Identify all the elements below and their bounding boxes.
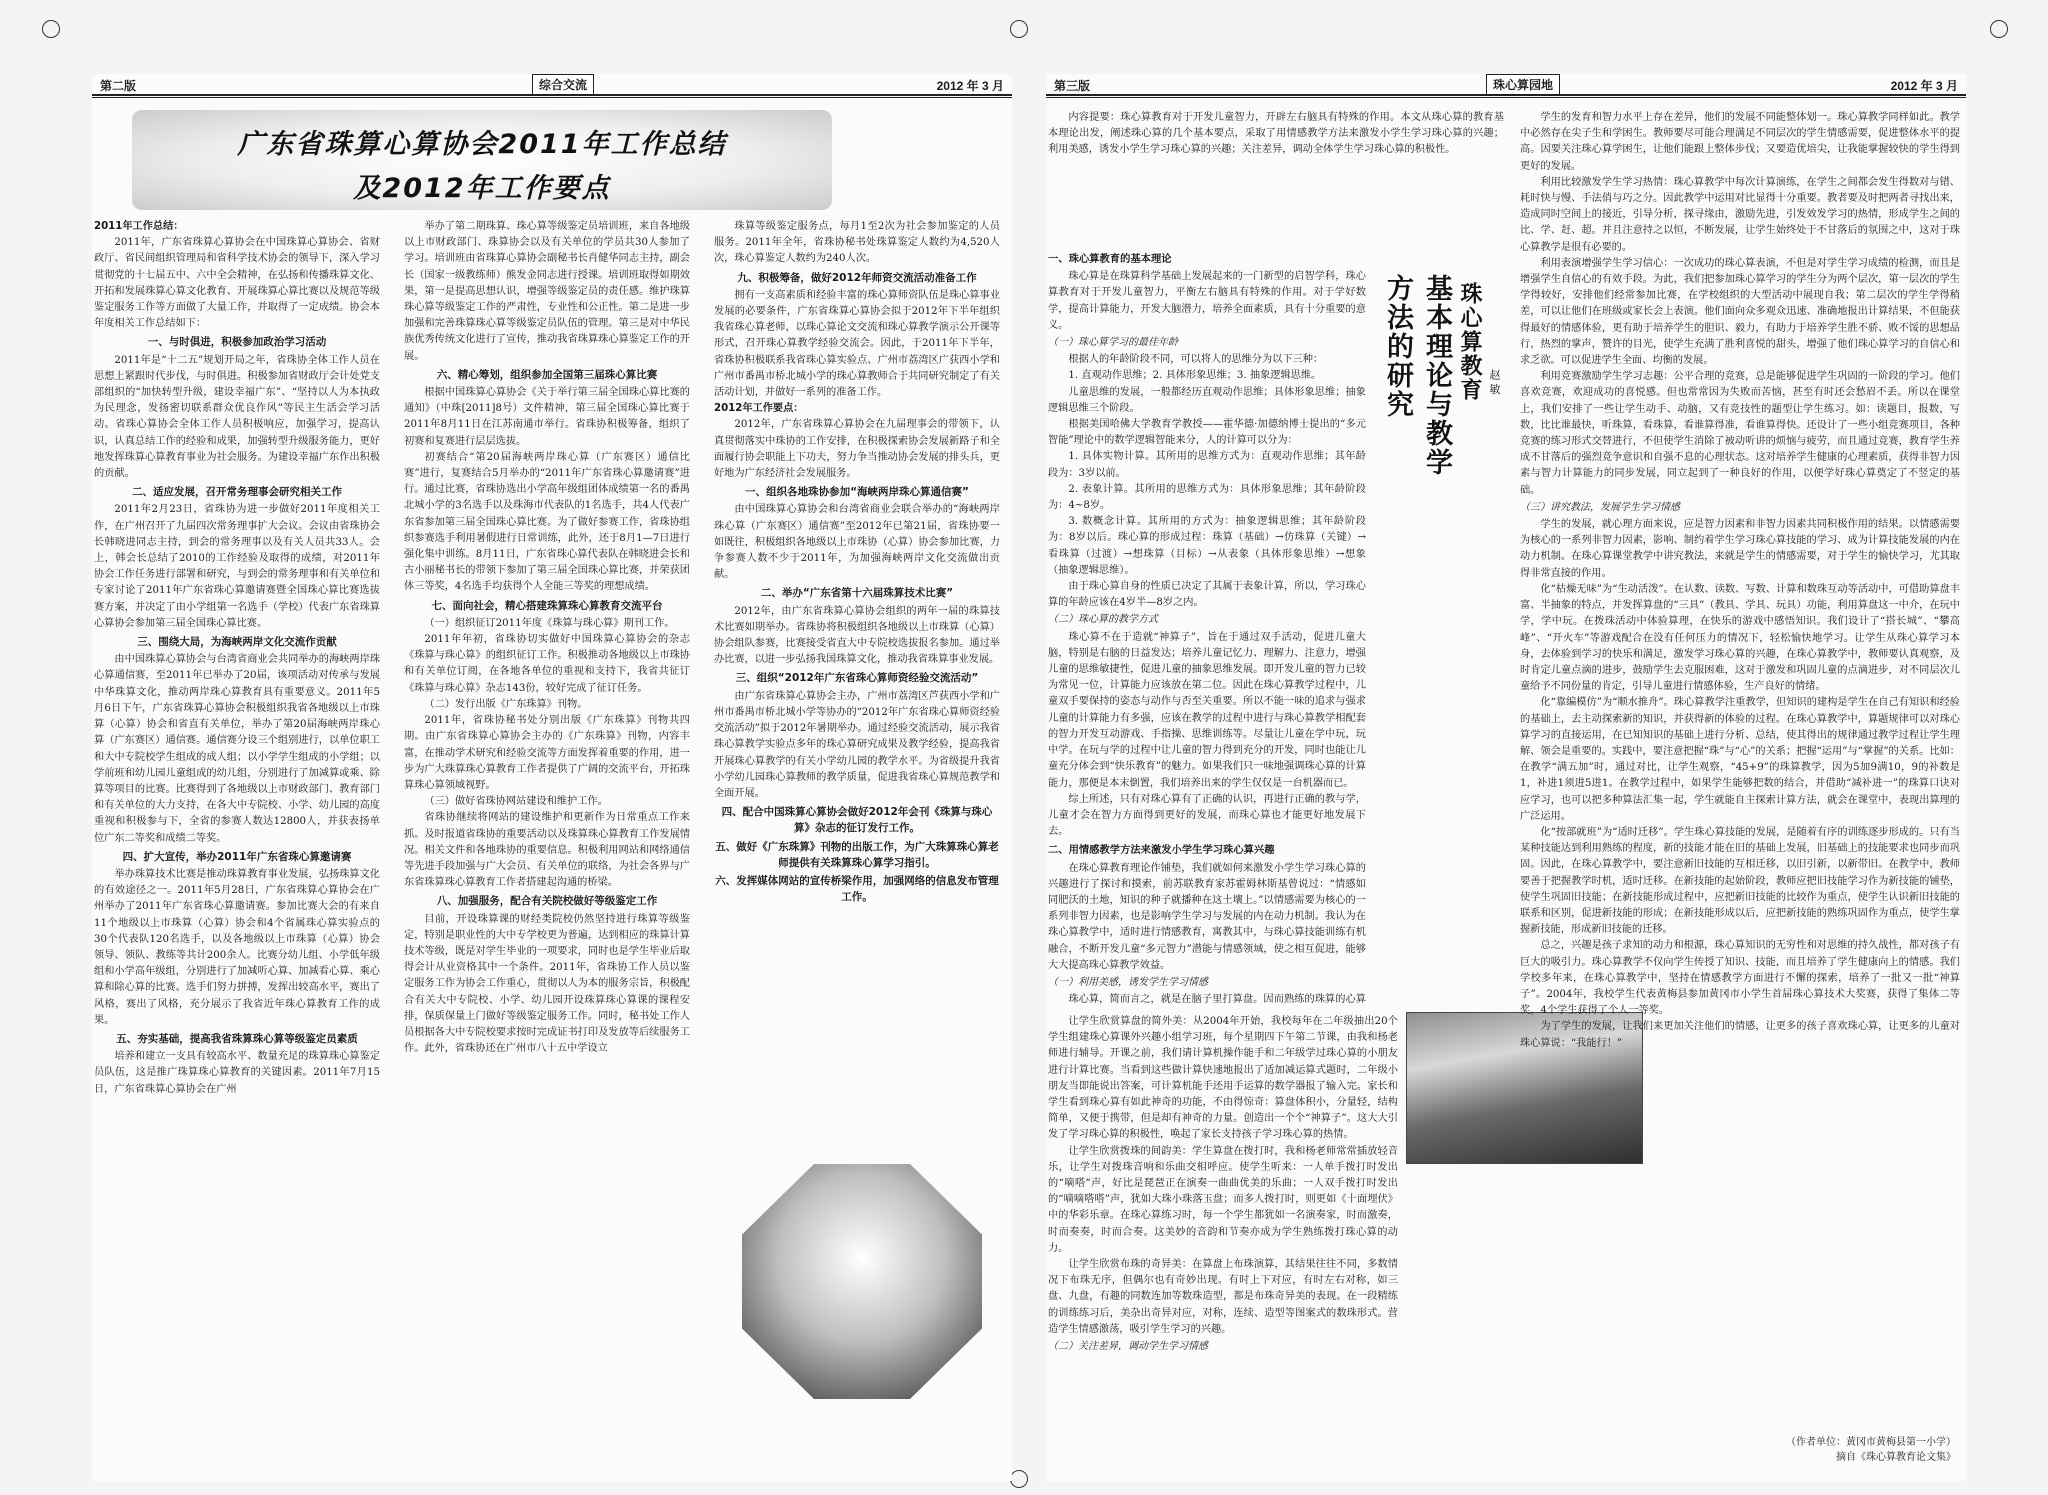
article-column-2 xyxy=(1520,110,1960,1450)
section-heading: 八、加强服务，配合有关院校做好等级鉴定工作 xyxy=(436,895,658,908)
paragraph: 2011年，广东省珠算心算协会在中国珠算心算协会、省财政厅、省民间组织管理局和省科学技术协会的领导下，深入学习贯彻党的十七届五中、六中全会精神，在弘扬和传播珠算文化、开拓和发展珠算心算文化教育、开展珠算心算比赛以及规范等级鉴定服务工作等方面做了大量工作，并取得了一定成绩。协会本年度相关工作总结如下： xyxy=(94,237,380,330)
paragraph: 3. 数概念计算。其所用的方式为：抽象逻辑思维；其年龄阶段为：8岁以后。珠心算的形成过程：珠算（基础）→仿珠算（关键）→看珠算（过渡）→想珠算（目标）→从表象（具体形象思维）→想象（抽象逻辑思维）。 xyxy=(1048,516,1366,576)
registration-mark xyxy=(1990,20,2008,38)
paragraph: 综上所述，只有对珠心算有了正确的认识，再进行正确的教与学，儿童才会在智力方面得到更好的发展，而珠心算也才能更好地发展下去。 xyxy=(1048,793,1366,838)
edition-label: 第三版 xyxy=(1054,79,1091,93)
abstract-text: 内容提要：珠心算教育对于开发儿童智力，开辟左右脑具有特殊的作用。本文从珠心算的教育基本理论出发，阐述珠心算的几个基本要点，采取了用情感教学方法来激发小学生学习珠心算的兴趣；利用美感，诱发小学生学习珠心算的兴趣；关注差异，调动全体学生学习珠心算的积极性。 xyxy=(1048,112,1504,156)
section-heading: 四、配合中国珠算心算协会做好2012年会刊《珠算与珠心算》杂志的征订发行工作。 xyxy=(721,806,993,835)
paragraph: （三）做好省珠协网站建设和维护工作。 xyxy=(424,796,608,808)
paragraph: 化“枯燥无味”为“生动活泼”。在认数、读数、写数、计算和数珠互动等活动中，可借助算盘丰富、半抽象的特点，并发挥算盘的“三具”（教具、学具、玩具）功能，利用算盘这一中介，在玩中学，学中玩。在拨珠活动中体验算理，在快乐的游戏中感悟知识。我们设计了“搭长城”、“攀高峰”、“开火车”等游戏配合在没有任何压力的情况下，轻松愉快地学习。让学生从珠心算学习本身，去体验到学习的快乐和满足，激发学习珠心算的兴趣，在珠心算教学中，教师要认真观察，及时肯定儿童点滴的进步，鼓励学生去克服困难，这对于激发和巩固儿童的点滴进步，对不同层次儿童给予不同份量的肯定，引导儿童进行情感体验，生产良好的情绪。 xyxy=(1520,583,1960,693)
paragraph: 学生的发育和智力水平上存在差异，他们的发展不同能整体划一。珠心算教学同样如此。教学中必然存在尖子生和学困生。教师要尽可能合理满足不同层次的学生情感需要，促进整体水平的提高。因要关注珠心算学困生，让他们能跟上整体步伐；又要造优培尖，让我能掌握较快的学生得到更好的发展。 xyxy=(1520,112,1960,172)
paragraph: 珠心算是在珠算科学基础上发展起来的一门新型的启智学科，珠心算教育对于开发儿童智力，平衡左右脑具有特殊的作用。对于学好数学，提高计算能力，开发大脑潜力，培养全面素质，具有十分重要的意义。 xyxy=(1048,271,1366,331)
paragraph: 化“靠编模仿”为“顺水推舟”。珠心算教学注重教学，但知识的建构是学生在自己有知识和经验的基础上，去主动探索新的知识，并获得新的体验的过程。在珠心算教学中，算题规律可以对珠心算学习的直接运用，在已知知识的基础上进行分析、总结，使其得出的规律通过教学过程让学生理解、领会是重要的。实践中，要注意把握“珠”与“心”的关系；把握“运用”与“掌握”的关系。比如：在教学“满五加”时，通过对比，让学生观察，“45+9”的珠算教学，因为5加9满10，9的补数是1，补进1须进5进1。在教学过程中，如果学生能够把数的结合，并借助“减补进一”的珠算口诀对应学习，也可以把多种算法汇集一起，学生就能自主探索计算方法，就会在课堂中，表现出算理的广泛运用。 xyxy=(1520,697,1960,822)
article-column-1-bottom xyxy=(1048,1014,1398,1474)
page-header xyxy=(92,74,1012,96)
paragraph: 让学生欣赏算盘的简外美：从2004年开始，我校每年在二年级抽出20个学生组建珠心算课外兴趣小组学习班，每个星期四下午第二节课，由我和杨老师进行辅导。开课之前，我们请计算机操作能手和二年级学过珠心算的小朋友进行计算比赛。当看到这些做计算快速地报出了适加减运算式题时，二年级小朋友当即能说出答案，可计算机能手还用手运算的数学器报了输入完。家长和学生看到珠心算有如此神奇的功能，不由得惊奇：算盘体积小，分量轻，结构简单，又便于携带，但是却有神奇的力量。创造出一个个“神算子”。这大大引发了学习珠心算的积极性，唤起了家长支持孩子学习珠心算的热情。 xyxy=(1048,1016,1398,1141)
subsection-heading: （二）关注差异，调动学生学习情感 xyxy=(1048,1341,1208,1353)
section-heading: 二、适应发展，召开常务理事会研究相关工作 xyxy=(132,486,342,499)
paragraph: 总之，兴趣是孩子求知的动力和根源，珠心算知识的无穷性和对思维的持久战性，都对孩子有巨大的吸引力。珠心算教学不仅向学生传授了知识、技能，而且培养了学生健康向上的情感。我们学校多年来，在珠心算教学中，坚持在情感教学方面进行不懈的探索，培养了一批又一批“神算子”。2004年，我校学生代表黄梅县参加黄冈市小学生首届珠心算技术大奖赛，获得了集体二等奖，4个学生获得了个人一等奖。 xyxy=(1520,940,1960,1017)
page-2 xyxy=(92,74,1012,1481)
paragraph: 1. 直观动作思维；2. 具体形象思维；3. 抽象逻辑思维。 xyxy=(1068,370,1322,382)
source-note: 摘自《珠心算教育论文集》 xyxy=(1836,1452,1956,1463)
paragraph: 目前，开设珠算课的财经类院校仍然坚持进行珠算等级鉴定，特别是职业性的大中专学校更为普遍，达到相应的珠算计算技术等级，既是对学生毕业的一项要求，同时也是学生毕业后取得会计从业资格其中一个条件。2011年，省珠协工作人员以鉴定服务工作为协会工作重心，贯彻以人为本的服务宗旨，积极配合有关大中专院校、小学、幼儿园开设珠算珠心算课的课程安排，保质保量上门做好等级鉴定服务工作。同时，秘书处工作人员根据各大中专院校要求按时完成证书打印及发放等后续服务工作。此外，省珠协还在广州市八十五中学设立 xyxy=(404,913,690,1055)
registration-mark xyxy=(1010,20,1028,38)
paragraph: 初赛结合“第20届海峡两岸珠心算（广东赛区）通信比赛”进行，复赛结合5月举办的“2011年广东省珠心算邀请赛”进行。通过比赛，省珠协选出小学高年级组团体成绩第一名的番禺北城小学的3名选手以及珠海市代表队的1名选手，共4人代表广东省参加第三届全国珠心算比赛。为了做好参赛工作，省珠协组织参赛选手利用暑假进行日常训练，此外，还于8月1—7日进行强化集中训练。8月11日，广东省珠心算代表队在韩晓进会长和古小丽秘书长的带领下参加了第三届全国珠心算比赛，并荣获团体三等奖，4名选手均获得个人全能三等奖的理想成绩。 xyxy=(404,451,690,593)
registration-mark xyxy=(1010,1470,1028,1488)
article-column-3 xyxy=(714,219,1000,1154)
paragraph: 2012年，由广东省珠算心算协会组织的两年一届的珠算技术比赛如期举办。省珠协将积极组织各地级以上市珠算（心算）协会组队参赛，比赛接受省直大中专院校选拔报名参加。通过举办比赛，以进一步弘扬我国珠算文化，推动我省珠算事业发展。 xyxy=(714,605,1000,666)
section-heading: 五、夯实基础，提高我省珠算珠心算等级鉴定员素质 xyxy=(116,1032,358,1045)
section-heading: 四、扩大宣传，举办2011年广东省珠心算邀请赛 xyxy=(122,850,352,863)
paragraph: 拥有一支高素质和经验丰富的珠心算师资队伍是珠心算事业发展的必要条件，广东省珠算心算协会拟于2012年下半年组织我省珠心算老师，以珠心算论文交流和珠心算教学演示公开课等形式，召开珠心算教学经验交流会。因此，于2011年下半年，省珠协积极联系我省珠心算实验点、广州市荔湾区广获西小学和广州市番禺市桥北城小学的珠心算教师合于共同研究制定了有关活动计划，并做好一系列的准备工作。 xyxy=(714,289,1000,399)
paragraph: 利用竞赛激励学生学习志趣：公平合理的竞赛，总是能够促进学生巩固的一阶段的学习。他们喜欢竞赛，欢迎成功的喜悦感。但也常常因为失败而苦恼，甚至有时还会愁眉不丢。所以在课堂上，我们安排了一些让学生动手、动脑，又有竞技性的题型让学生练习。如：读题目，报数，写数，比比谁最快，听珠算，看珠算，看谁算得准，看谁算得快。还设计了一些小组竞赛项目，各种竞赛的练习形式交替进行，不但使学生消除了被动听讲的烦恼与疲劳，而且通过竞赛，教育学生养成不甘落后的强烈竞争意识和自强不息的心理状态。这对培养学生健康的心理素质，获得非智力因素与智力计算能力的同步发展，同立起到了一种良好的作用，以便学好珠心算奠定了不竖定的基础。 xyxy=(1520,371,1960,496)
paragraph: 珠心算不在于造就“神算子”，旨在于通过双手活动，促进儿童大脑，特别是右脑的日益发达；培养儿童记忆力、理解力、注意力，增强儿童的思维敏捷性，促进儿童的抽象思维发展。即开发儿童的智力已较为常见一位，计算能力应该放在第二位。因此在珠心算教学过程中，儿童双手要保持的姿态与动作与否至关重要。所以不能一味的追求与强求儿童的计算能力有多强，应该在教学的过程中进行与珠心算教学相配套的智力开发互动游戏、手指操、思维训练等。尽量让儿童在学中玩，玩中学。在玩与学的过程中让儿童的智力得到充分的开发，同时也能让儿童充分体会到“快乐教育”的魅力。如果我们只一味地强调珠心算的计算能力，那便是本末倒置，我们培养出来的学生仅仅是一台机器而已。 xyxy=(1048,631,1366,789)
issue-date: 2012 年 3 月 xyxy=(1890,79,1958,93)
article-column-2 xyxy=(404,219,690,1479)
author-credit xyxy=(1616,1435,1956,1465)
subsection-heading: （一）珠心算学习的最佳年龄 xyxy=(1048,337,1178,349)
paragraph: 让学生欣赏拨珠的间韵美：学生算盘在拨打时，我和杨老师常常插放轻音乐，让学生对拨珠音响和乐曲交相呼应。使学生听来：一人单手拨打时发出的“嘀嗒”声，好比是琵琶正在演奏一曲曲优美的乐曲；一人双手拨打时发出的“嘀嘀嗒嗒”声，犹如大珠小珠落玉盘；而多人拨打时，则更如《十面埋伏》中的华彩乐章。在珠心算练习时，每一个学生都犹如一名演奏家，时而激奏，时而奏奏，时而合奏。这美妙的音韵和节奏亦成为学生熟练拨打珠心算的动力。 xyxy=(1048,1145,1398,1254)
paragraph: 化“按部就班”为“适时迁移”。学生珠心算技能的发展，是随着有序的训练逐步形成的。只有当某种技能达到利用熟练的程度，新的技能才能在旧的基础上发展，旧基础上的技能要求也同步而巩固。因此，在珠心算教学中，要注意新旧技能的互相迁移，以旧引新，以新带旧。在教学中，教师要善于把握教学时机，适时迁移。在新技能的起始阶段，教师应把旧技能学习作为新技能的铺垫，使学生巩固旧技能；在新技能形成过程中，应把新旧技能的比较作为重点，使学生认识新旧技能的联系和区别，促进新技能的形成；在新技能形成以后，应把新技能的熟练巩固作为重点，使学生掌握新技能，形成新旧技能的迁移。 xyxy=(1520,826,1960,936)
article-title-topic: 珠心算教育 xyxy=(1457,282,1482,402)
flower-photo xyxy=(742,1164,982,1399)
article-column-1 xyxy=(94,219,380,1479)
paragraph: 培养和建立一支具有较高水平、数量充足的珠算珠心算鉴定员队伍，这是推广珠算珠心算教育的关键因素。2011年7月15日，广东省珠算心算协会在广州 xyxy=(94,1051,380,1095)
paragraph: 由于珠心算自身的性质已决定了其属于表象计算，所以，学习珠心算的年龄应该在4岁半—8岁之内。 xyxy=(1048,581,1366,609)
section-heading: 七、面向社会，精心搭建珠算珠心算教育交流平台 xyxy=(431,599,663,612)
paragraph: 省珠协继续将网站的建设维护和更新作为日常重点工作来抓。及时报道省珠协的重要活动以及珠算珠心算教育工作发展情况。相关文件和各地珠协的重要信息。积极利用网站和网络通信等先进手段加强与广大会员、有关单位的联络，为社会各界与广东省珠算珠心算教育工作者搭建起沟通的桥梁。 xyxy=(404,812,690,889)
paragraph: （一）组织征订2011年度《珠算与珠心算》期刊工作。 xyxy=(424,617,675,629)
page-header xyxy=(1046,74,1966,96)
article-title-vertical xyxy=(1376,274,1506,504)
paragraph: 2. 表象计算。其所用的思维方式为：具体形象思维；其年龄阶段为：4~8岁。 xyxy=(1048,483,1366,512)
article-title: 基本理论与教学方法的研究 xyxy=(1382,274,1452,477)
paragraph: （二）发行出版《广东珠算》刊物。 xyxy=(424,698,588,710)
issue-date: 2012 年 3 月 xyxy=(936,79,1004,93)
paragraph: 利用比较激发学生学习热情：珠心算教学中每次计算演练，在学生之间都会发生得数对与错、耗时快与慢、手法俏与巧之分。因此教学中运用对比显得十分重要。教者要及时把两者寻找出来，造成同时空间上的接近，引导分析，探寻缘由，激励先进，引发效发学习的热情，形成学生之间的比、学、赶、超。并且注意持之以恒，不断发展，让学生始终处于不甘落后的氛围之中，这对于珠心算教学是很有必要的。 xyxy=(1520,176,1960,253)
author-affiliation: （作者单位：黄冈市黄梅县第一小学） xyxy=(1786,1437,1956,1448)
paragraph: 在珠心算教育理论作铺垫，我们就如何来激发小学生学习珠心算的兴趣进行了探讨和摸索，前苏联教育家苏霍姆林斯基曾说过：“情感如同肥沃的土地，知识的种子就播种在这土壤上。”以情感需要为核心的一系列非智力因素，也是影响学生学习与发展的内在动力机制。我认为在珠心算教学中，适时进行情感教育，寓教其中，与珠心算技能训练有机融合，不断开发儿童“多元智力”潜能与情感领域，使之相互促进，能够大大提高珠心算教学效益。 xyxy=(1048,862,1366,971)
section-heading: 二、用情感教学方法来激发小学生学习珠心算兴趣 xyxy=(1048,844,1275,857)
paragraph: 2011年年初，省珠协切实做好中国珠算心算协会的杂志《珠算与珠心算》的组织征订工作。积极推动各地级以上市珠协和有关单位订阅，在各地各单位的重视和支持下，我省共征订《珠算与珠心算》杂志143份，较好完成了征订任务。 xyxy=(404,634,690,694)
paragraph: 2011年是“十二五”规划开局之年，省珠协全体工作人员在思想上紧跟时代步伐，与时俱进。积极参加省财政厅会计处党支部组织的“加快转型升级，建设幸福广东”、“坚持以人为本执政为民理念，发扬密切联系群众优良作风”等民主生活会学习活动。省珠心算协会全体工作人员积极响应，加强学习，提高认识，认真总结工作的经验和成果，加强转型升级服务能力，更好地发挥珠算心算教育事业为社会服务。为建设幸福广东作出积极的贡献。 xyxy=(94,354,380,480)
article-title-line1: 广东省珠算心算协会2011年工作总结 xyxy=(237,129,727,160)
paragraph: 珠心算，简而言之，就是在脑子里打算盘。因而熟练的珠算的心算 xyxy=(1068,994,1366,1006)
subsection-heading: （三）讲究教法，发展学生学习情感 xyxy=(1520,501,1680,513)
edition-label: 第二版 xyxy=(100,79,137,93)
section-heading: 一、珠心算教育的基本理论 xyxy=(1048,253,1172,265)
registration-mark xyxy=(42,20,60,38)
section-heading: 六、精心筹划，组织参加全国第三届珠心算比赛 xyxy=(436,368,658,381)
paragraph: 学生的发展，就心理方面来说，应是智力因素和非智力因素共同积极作用的结果。以情感需要为核心的一系列非智力因素，影响、制约着学生学习珠心算技能的学习、成为计算技能发展的内在动力机制。在珠心算课堂教学中讲究教法，来就是学生的情感需要，对于学生的愉快学习，尤其取得非常直接的作用。 xyxy=(1520,519,1960,579)
paragraph: 举办珠算技术比赛是推动珠算教育事业发展，弘扬珠算文化的有效途径之一。2011年5月28日，广东省珠算心算协会在广州举办了2011年广东省珠心算邀请赛。参加比赛大会的有来自11个地级以上市珠算（心算）协会和4个省属珠心算实验点的30个代表队120名选手，以及各地级以上市珠算（心算）协会领导、领队、教练等共计200余人。比赛分幼儿组、小学低年级组和小学高年级组，分别进行了加减听心算、加减看心算、乘心算和除心算的比赛。选手们努力拼搏，发挥出较高水平，赛出了风格，赛出了风格，充分展示了我省近年珠心算教育工作的成果。 xyxy=(94,868,380,1026)
paragraph: 由广东省珠算心算协会主办，广州市荔湾区芦获西小学和广州市番禺市桥北城小学等协办的“2012年广东省珠心算师资经验交流活动”拟于2012年暑期举办。通过经验交流活动，展示我省珠心算教学实验点多年的珠心算研究成果及教学经验，提高我省开展珠心算教学的有关小学幼儿园的教学水平。为省级提升我省小学幼儿园珠心算教师的教学质量，促进我省珠心算规范教学和全面开展。 xyxy=(714,690,1000,799)
paragraph: 根据人的年龄阶段不同，可以将人的思维分为以下三种： xyxy=(1068,354,1324,366)
section-heading: 五、做好《广东珠算》刊物的出版工作，为广大珠算珠心算老师提供有关珠算珠心算学习指引。 xyxy=(715,840,999,869)
section-heading: 一、组织各地珠协参加“海峡两岸珠心算通信赛” xyxy=(745,486,969,499)
paragraph: 由中国珠算心算协会和台湾省商业会联合举办的“海峡两岸珠心算（广东赛区）通信赛”至2012年已第21届，省珠协要一如既往，积极组织各地级以上市珠协（心算）协会参加比赛，力争参赛人数不少于2011年，为加强海峡两岸文化交流做出贡献。 xyxy=(714,504,1000,581)
article-abstract xyxy=(1048,110,1504,245)
section-label: 综合交流 xyxy=(532,74,594,95)
paragraph: 2012年，广东省珠算心算协会在九届理事会的带领下，认真贯彻落实中珠协的工作安排，在积极探索协会发展新路子和全面履行协会职能上下功夫，努力争当推动协会发展的排头兵，更好地为广东经济社会发展服务。 xyxy=(714,419,1000,480)
subsection-heading: （二）珠心算的教学方式 xyxy=(1048,614,1158,626)
article-author: 赵 敏 xyxy=(1488,369,1501,395)
section-heading: 三、组织“2012年广东省珠心算师资经验交流活动” xyxy=(735,672,979,685)
paragraph: 2011年，省珠协秘书处分别出版《广东珠算》刊物共四期。由广东省珠算心算协会主办的《广东珠算》刊物，内容丰富，在推动学术研究和经验交流等方面发挥着重要的作用，进一步为广大珠算珠心算教育工作者提供了广阔的交流平台，开拓珠算珠心算领域视野。 xyxy=(404,715,690,791)
header-rule xyxy=(1046,97,1966,98)
article-banner xyxy=(132,110,832,210)
paragraph: 举办了第二期珠算、珠心算等级鉴定员培训班，来自各地级以上市财政部门、珠算协会以及有关单位的学员共30人参加了学习。培训班由省珠算心算协会副秘书长肖健华同志主持，副会长（国家一级教练师）熊发金同志进行授课。培训班取得如期效果，第一是提高思想认识，增强等级鉴定员的责任感。维护珠算珠心算等级鉴定工作的严肃性，专业性和公正性。第二是进一步加强和完善珠算珠心算等级鉴定员队伍的管理。第三是对中华民族优秀传统文化进行了宣传，推动我省珠算珠心算鉴定工作的开展。 xyxy=(404,221,690,362)
page-3 xyxy=(1046,74,1966,1481)
section-heading: 九、积极筹备，做好2012年师资交流活动准备工作 xyxy=(737,271,977,284)
paragraph: 根据中国珠算心算协会《关于举行第三届全国珠心算比赛的通知》（中珠[2011]8号）文件精神，第三届全国珠心算比赛于2011年8月11日在江苏南通市举行。省珠协积极筹备，组织了初赛和复赛进行层层选拔。 xyxy=(404,387,690,447)
subsection-heading: （一）利用美感，诱发学生学习情感 xyxy=(1048,976,1208,988)
paragraph: 由中国珠算心算协会与台湾省商业会共同举办的海峡两岸珠心算通信赛，至2011年已举办了20届，该项活动对传承与发展中华珠算文化，推动两岸珠心算教育具有重要意义。2011年5月6日下午，广东省珠算心算协会积极组织我省各地级以上市珠算（心算）协会和省直有关单位，举办了第20届海峡两岸珠心算（广东赛区）通信赛。通信赛分设三个组别进行，以单位职工和大中专院校学生组成的成人组；以小学学生组成的小学组；以学前班和幼儿园儿童组成的幼儿组，分别进行了加减算或乘、除算等项目的比赛。比赛得到了各地级以上市财政部门、教育部门和有关单位的大力支持，在各大中专院校、小学、幼儿园的高度重视和积极参与下，全省的参赛人数达12800人，并获表扬单位广东二等奖和成绩二等奖。 xyxy=(94,654,380,844)
paragraph: 利用表演增强学生学习信心：一次成功的珠心算表演，不但是对学生学习成绩的检测，而且是增强学生自信心的有效手段。为此，我们把参加珠心算学习的学生分为两个层次，第一层次的学生学得较好，安排他们经常参加比赛，在学校组织的大型活动中展现自我；第二层次的学生学得稍差，可以让他们在班级或家长会上表演。他们面向众多观众迅速、准确地报出计算结果，不但能获得最好的情感体验，更有助于培养学生的胆识、毅力，有助力于培养学生胜不骄、败不馁的思想品行，热烈的掌声，赞许的目光，使学生充满了胜利喜悦的甜头，增强了他们珠心算学习的自信心和求乏欲。可以促进学生全面、均衡的发展。 xyxy=(1520,257,1960,367)
paragraph: 儿童思维的发展，一般都经历直观动作思维；具体形象思维；抽象逻辑思维三个阶段。 xyxy=(1048,386,1366,414)
section-heading: 三、围绕大局，为海峡两岸文化交流作贡献 xyxy=(137,636,337,649)
article-title-line2: 及2012年工作要点 xyxy=(353,173,611,204)
paragraph: 2011年2月23日，省珠协为进一步做好2011年度相关工作，在广州召开了九届四次常务理事扩大会议。会议由省珠协会长韩晓进同志主持，到会的常务理事以及有关人员共33人。会上，韩会长总结了2010的工作经验及取得的成绩，对2011年协会工作任务进行部署和研究，与到会的常务理事和有关单位和专家讨论了2011年广东省珠心算邀请赛暨全国珠心算比赛选拔赛方案，并决定了由小学组第一名选手（学校）代表广东省珠算心算协会参加第三届全国珠心算比赛。 xyxy=(94,504,380,629)
paragraph: 让学生欣赏布珠的奇异美：在算盘上布珠演算，其结果往往不同，多数情况下布珠无序，但偶尔也有奇妙出现。有时上下对应，有时左右对称，如三盘、九盘，有趣的同数连加等数珠造型，都是布珠奇异美的表现。在一段精练的训练练习后，美杂出奇异对应，对称，连续、造型等图案式的数珠形式。营造学生情感激荡，吸引学生学习的兴趣。 xyxy=(1048,1259,1398,1335)
paragraph: 根据美国哈佛大学教育学教授——霍华德·加德纳博士提出的“多元智能”理论中的数学逻辑智能来分，人的计算可以分为： xyxy=(1048,419,1366,447)
section-heading: 二、举办“广东省第十六届珠算技术比赛” xyxy=(760,587,954,600)
paragraph: 为了学生的发展，让我们来更加关注他们的情感，让更多的孩子喜欢珠心算，让更多的儿童对珠心算说：“我能行！” xyxy=(1520,1021,1960,1049)
header-rule xyxy=(92,97,1012,98)
section-label: 珠心算园地 xyxy=(1486,74,1560,95)
article-column-1 xyxy=(1048,249,1366,1009)
paragraph: 1. 具体实物计算。其所用的思维方式为：直观动作思维；其年龄段为：3岁以前。 xyxy=(1048,451,1366,479)
section-lead: 2012年工作要点： xyxy=(714,403,804,415)
section-heading: 六、发挥媒体网站的宣传桥梁作用，加强网络的信息发布管理工作。 xyxy=(715,874,999,904)
section-heading: 一、与时俱进，积极参加政治学习活动 xyxy=(147,336,327,349)
section-lead: 2011年工作总结： xyxy=(94,221,184,232)
paragraph: 珠算等级鉴定服务点，每月1至2次为社会参加鉴定的人员服务。2011年全年，省珠协秘书处珠算鉴定人数约为4,520人次，珠心算鉴定人数约为240人次。 xyxy=(714,221,1000,265)
